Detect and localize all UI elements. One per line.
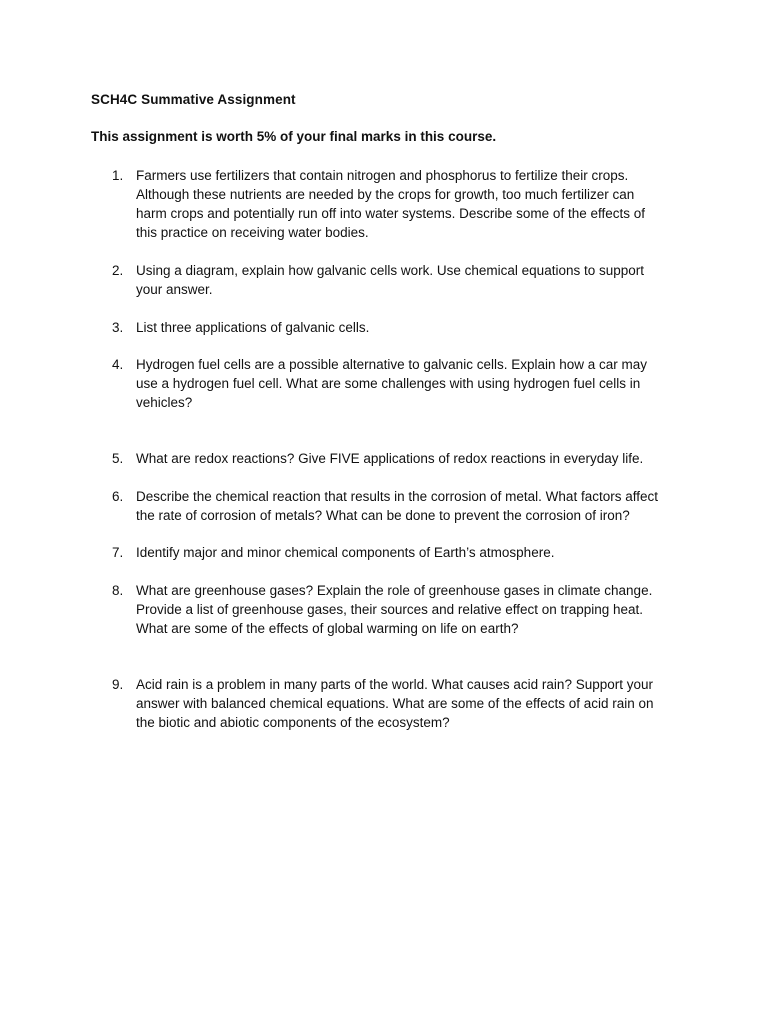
question-number: 6.	[112, 489, 124, 504]
question-text: Describe the chemical reaction that results in the corrosion of metal. What factors affect the rate of corrosion of metals? What can be done to prevent the corrosion of iron?	[136, 489, 658, 523]
question-number: 7.	[112, 545, 124, 560]
question-item	[112, 261, 682, 299]
document-subtitle: This assignment is worth 5% of your final marks in this course.	[91, 129, 497, 144]
question-text: What are greenhouse gases? Explain the role of greenhouse gases in climate change. Provide a list of greenhouse gases, their sources and relative effect on trapping heat. What are some of the effects of global warming on life on earth?	[136, 583, 653, 636]
question-text: Using a diagram, explain how galvanic cells work. Use chemical equations to support your answer.	[136, 263, 645, 297]
question-item	[112, 355, 682, 412]
question-number: 1.	[112, 168, 124, 183]
question-text: Farmers use fertilizers that contain nitrogen and phosphorus to fertilize their crops. Although these nutrients are needed by the crops for growth, too much fertilizer can harm crops and potentially run off into water systems. Describe some of the effects of this practice on receiving water bodies.	[136, 168, 645, 240]
document-title: SCH4C Summative Assignment	[91, 92, 296, 107]
question-number: 5.	[112, 451, 124, 466]
question-text: List three applications of galvanic cells.	[136, 320, 370, 335]
question-text: Hydrogen fuel cells are a possible alternative to galvanic cells. Explain how a car may use a hydrogen fuel cell. What are some challenges with using hydrogen fuel cells in vehicles?	[136, 357, 648, 410]
question-item	[112, 675, 682, 732]
question-number: 2.	[112, 263, 124, 278]
question-text: What are redox reactions? Give FIVE applications of redox reactions in everyday life.	[136, 451, 644, 466]
question-number: 9.	[112, 677, 124, 692]
question-item	[112, 487, 682, 525]
question-item	[112, 318, 682, 337]
question-text: Identify major and minor chemical components of Earth’s atmosphere.	[136, 545, 555, 560]
question-item	[112, 166, 682, 242]
question-item	[112, 449, 682, 468]
question-item	[112, 581, 682, 638]
question-item	[112, 543, 682, 562]
question-number: 3.	[112, 320, 124, 335]
question-number: 8.	[112, 583, 124, 598]
question-number: 4.	[112, 357, 124, 372]
question-text: Acid rain is a problem in many parts of the world. What causes acid rain? Support your answer with balanced chemical equations. What are some of the effects of acid rain on the biotic and abiotic components of the ecosystem?	[136, 677, 654, 730]
